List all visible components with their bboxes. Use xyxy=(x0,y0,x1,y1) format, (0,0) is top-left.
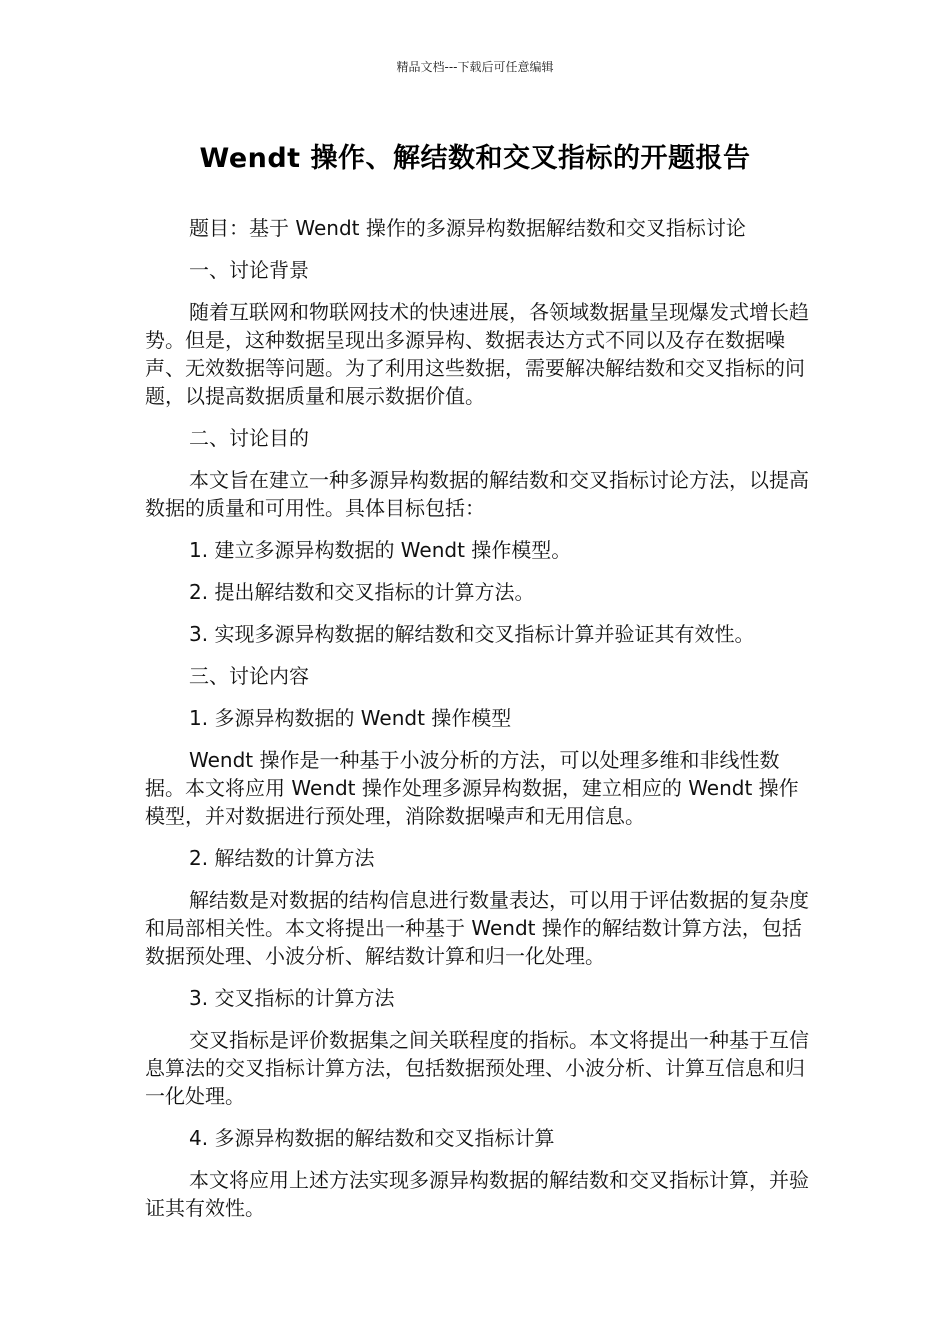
goal-item-1: 1. 建立多源异构数据的 Wendt 操作模型。 xyxy=(189,538,572,562)
computation-paragraph: 本文将应用上述方法实现多源异构数据的解结数和交叉指标计算，并验证其有效性。 xyxy=(145,1168,809,1220)
subheading-knot-number: 2. 解结数的计算方法 xyxy=(189,846,375,870)
section-heading-content: 三、讨论内容 xyxy=(189,664,309,688)
header-note: 精品文档---下载后可任意编辑 xyxy=(396,60,554,74)
subheading-cross-index: 3. 交叉指标的计算方法 xyxy=(189,986,395,1010)
subheading-wendt-model: 1. 多源异构数据的 Wendt 操作模型 xyxy=(189,706,512,730)
document-title: Wendt 操作、解结数和交叉指标的开题报告 xyxy=(199,143,751,174)
topic-line: 题目：基于 Wendt 操作的多源异构数据解结数和交叉指标讨论 xyxy=(189,216,746,240)
goal-item-3: 3. 实现多源异构数据的解结数和交叉指标计算并验证其有效性。 xyxy=(189,622,755,646)
section-heading-purpose: 二、讨论目的 xyxy=(189,426,309,450)
section-heading-background: 一、讨论背景 xyxy=(189,258,309,282)
knot-number-paragraph: 解结数是对数据的结构信息进行数量表达，可以用于评估数据的复杂度和局部相关性。本文将提出一种基于 Wendt 操作的解结数计算方法，包括数据预处理、小波分析、解结数计算和归一化处理。 xyxy=(145,888,809,968)
wendt-model-paragraph: Wendt 操作是一种基于小波分析的方法，可以处理多维和非线性数据。本文将应用 Wendt 操作处理多源异构数据，建立相应的 Wendt 操作模型，并对数据进行预处理，消除数据噪声和无用信息。 xyxy=(145,748,799,828)
background-paragraph: 随着互联网和物联网技术的快速进展，各领域数据量呈现爆发式增长趋势。但是，这种数据呈现出多源异构、数据表达方式不同以及存在数据噪声、无效数据等问题。为了利用这些数据，需要解决解结数和交叉指标的问题，以提高数据质量和展示数据价值。 xyxy=(145,300,809,408)
cross-index-paragraph: 交叉指标是评价数据集之间关联程度的指标。本文将提出一种基于互信息算法的交叉指标计算方法，包括数据预处理、小波分析、计算互信息和归一化处理。 xyxy=(145,1028,809,1108)
goal-item-2: 2. 提出解结数和交叉指标的计算方法。 xyxy=(189,580,535,604)
document-body xyxy=(145,214,810,1236)
subheading-computation: 4. 多源异构数据的解结数和交叉指标计算 xyxy=(189,1126,555,1150)
purpose-paragraph: 本文旨在建立一种多源异构数据的解结数和交叉指标讨论方法，以提高数据的质量和可用性。具体目标包括： xyxy=(145,468,809,520)
